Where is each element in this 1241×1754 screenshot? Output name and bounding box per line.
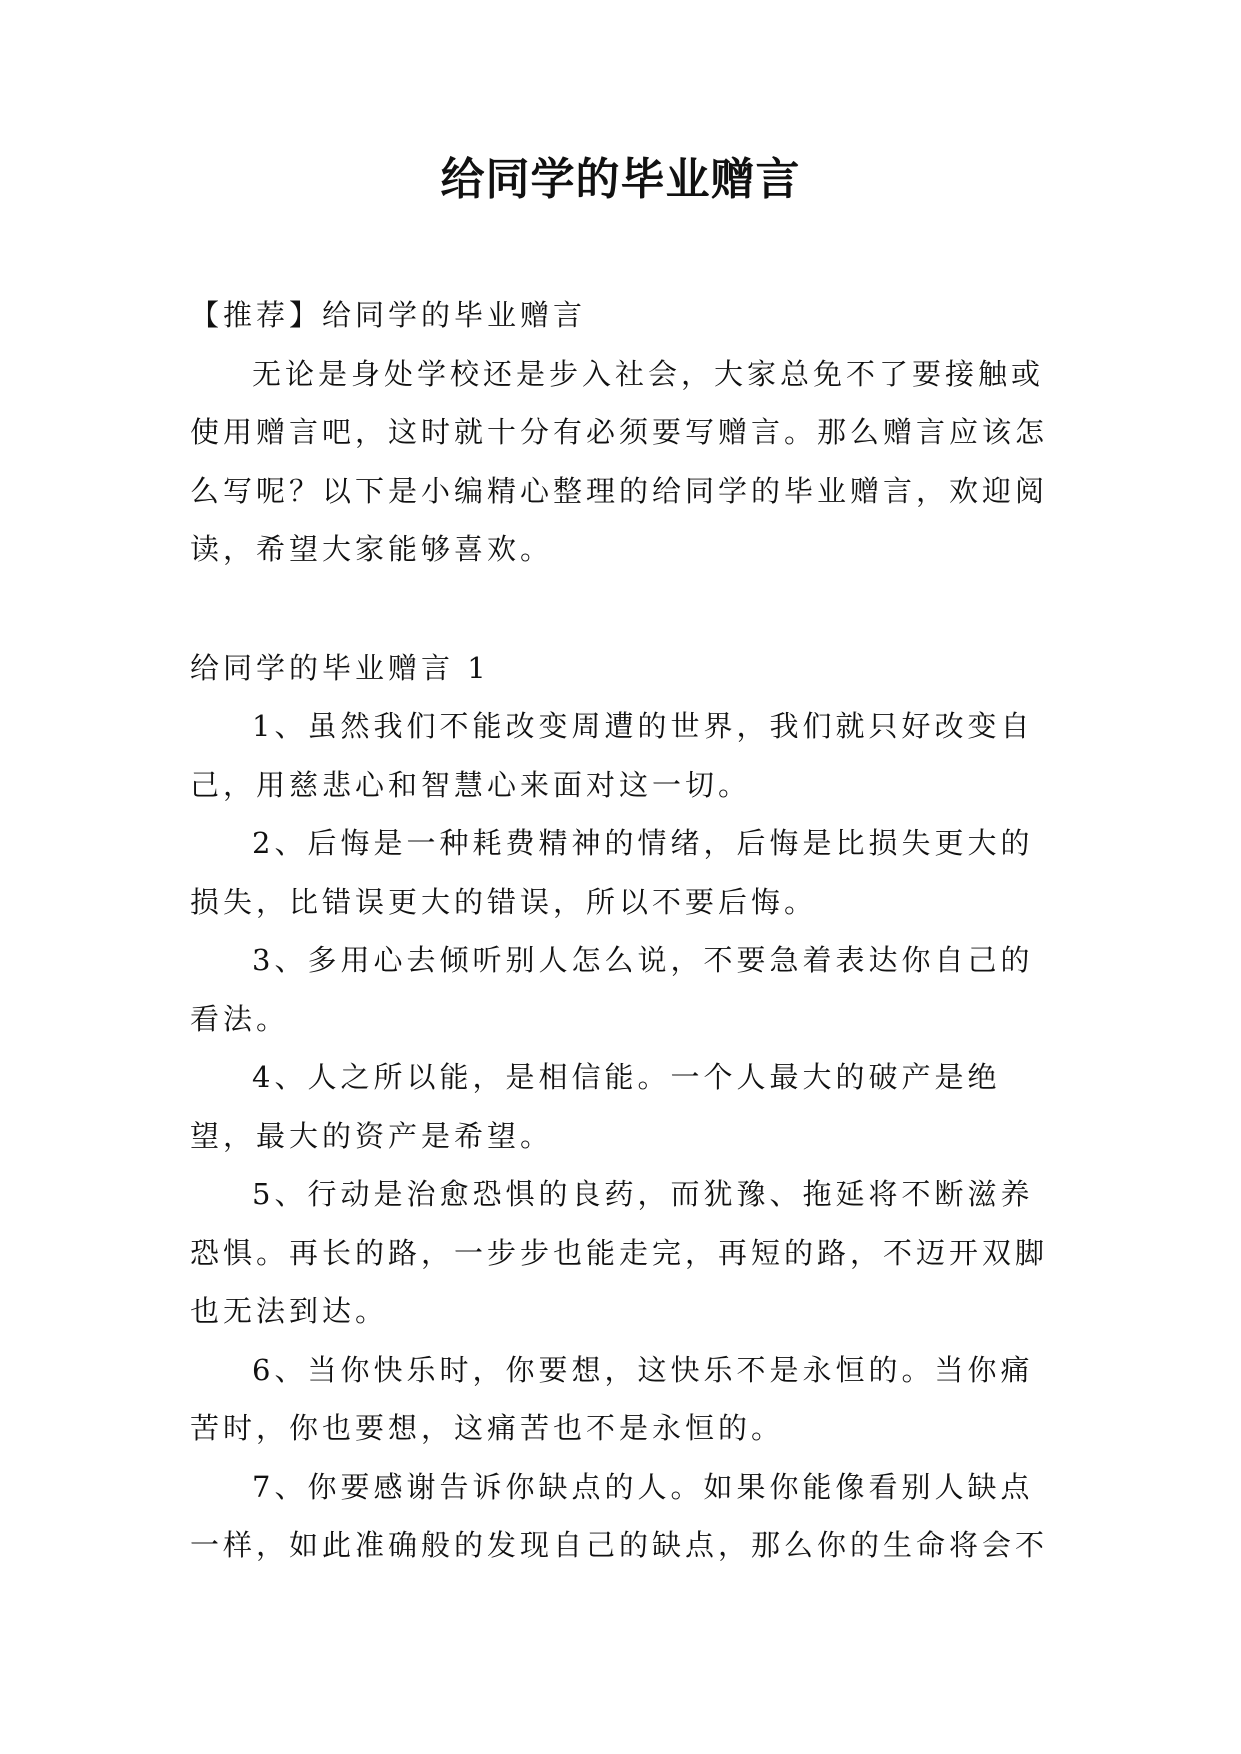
section-heading: 给同学的毕业赠言 1 [190, 650, 490, 685]
list-item: 1、虽然我们不能改变周遭的世界，我们就只好改变自己，用慈悲心和智慧心来面对这一切。 [190, 709, 1034, 802]
document-title: 给同学的毕业赠言 [440, 154, 801, 205]
list-item: 2、后悔是一种耗费精神的情绪，后悔是比损失更大的损失，比错误更大的错误，所以不要后悔。 [190, 826, 1034, 919]
list-item: 6、当你快乐时，你要想，这快乐不是永恒的。当你痛苦时，你也要想，这痛苦也不是永恒的。 [190, 1352, 1034, 1445]
list-item: 3、多用心去倾听别人怎么说，不要急着表达你自己的看法。 [190, 943, 1034, 1036]
list-item: 4、人之所以能，是相信能。一个人最大的破产是绝望，最大的资产是希望。 [190, 1060, 1001, 1153]
document-body [190, 286, 1052, 1575]
intro-paragraph: 无论是身处学校还是步入社会，大家总免不了要接触或使用赠言吧，这时就十分有必须要写赠言。那么赠言应该怎么写呢？以下是小编精心整理的给同学的毕业赠言，欢迎阅读，希望大家能够喜欢。 [190, 356, 1049, 566]
list-item: 5、行动是治愈恐惧的良药，而犹豫、拖延将不断滋养恐惧。再长的路，一步步也能走完，再短的路，不迈开双脚也无法到达。 [190, 1177, 1049, 1328]
list-item: 7、你要感谢告诉你缺点的人。如果你能像看别人缺点一样，如此准确般的发现自己的缺点，那么你的生命将会不 [190, 1469, 1049, 1562]
recommend-line: 【推荐】给同学的毕业赠言 [190, 298, 587, 332]
